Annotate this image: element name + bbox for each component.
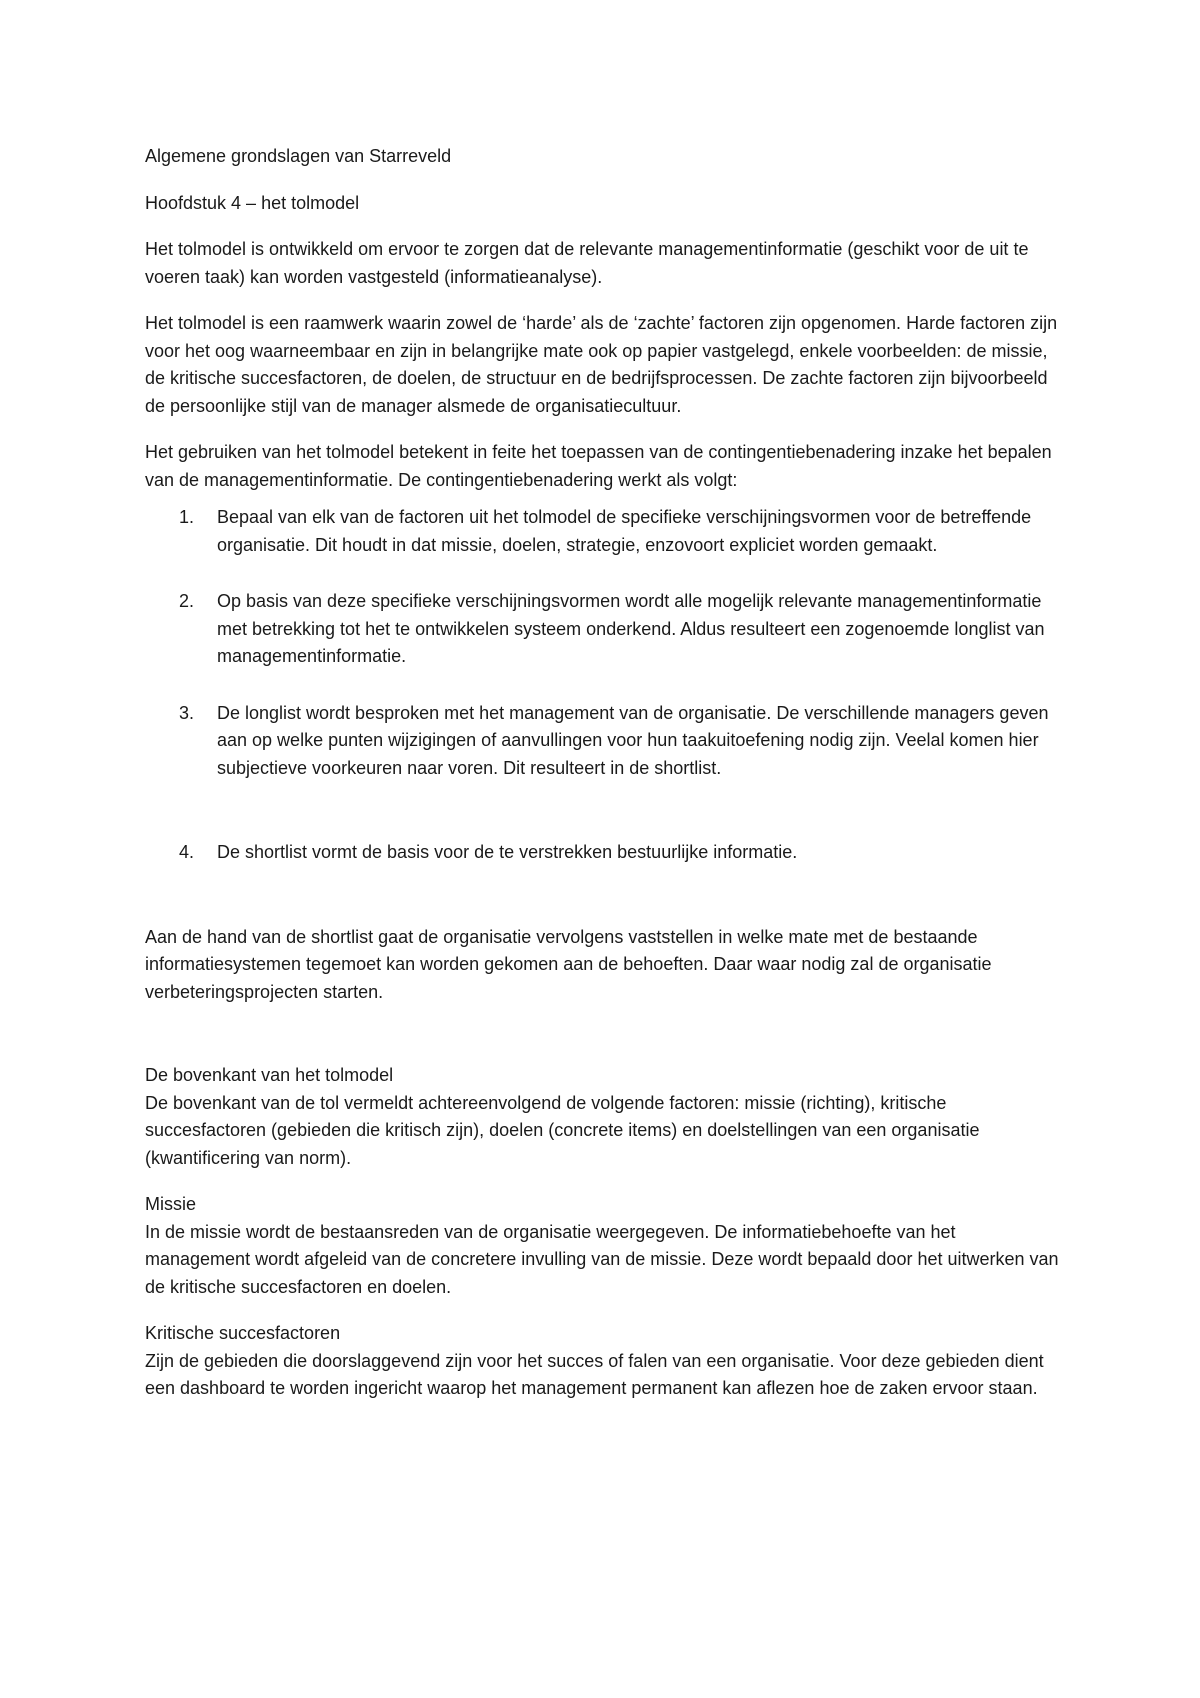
section-top-of-model	[145, 1062, 1065, 1172]
section-text: Zijn de gebieden die doorslaggevend zijn voor het succes of falen van een organisatie. Voor deze gebieden dient een dashboard te worden ingericht waarop het management permanent kan aflezen hoe de zaken ervoor staan.	[145, 1350, 1044, 1398]
paragraph-contingency: Het gebruiken van het tolmodel betekent in feite het toepassen van de contingentiebenadering inzake het bepalen van de managementinformatie. De contingentiebenadering werkt als volgt:	[145, 442, 1052, 490]
list-item	[145, 588, 1065, 671]
section-heading: Missie	[145, 1194, 197, 1214]
paragraph-intro: Het tolmodel is ontwikkeld om ervoor te zorgen dat de relevante managementinformatie (geschikt voor de uit te voeren taak) kan worden vastgesteld (informatieanalyse).	[145, 239, 1029, 287]
list-item	[145, 839, 1065, 867]
document-title: Algemene grondslagen van Starreveld	[145, 146, 452, 166]
list-number: 4.	[179, 842, 195, 862]
section-text: De bovenkant van de tol vermeldt achtereenvolgend de volgende factoren: missie (richting), kritische succesfactoren (gebieden die kritisch zijn), doelen (concrete items) en doelstellingen van een organisatie (kwantificering van norm).	[145, 1092, 980, 1168]
list-item	[145, 504, 1065, 559]
paragraph-shortlist: Aan de hand van de shortlist gaat de organisatie vervolgens vaststellen in welke mate met de bestaande informatiesystemen tegemoet kan worden gekomen aan de behoeften. Daar waar nodig zal de organisatie verbeteringsprojecten starten.	[145, 926, 992, 1002]
paragraph-factors: Het tolmodel is een raamwerk waarin zowel de ‘harde’ als de ‘zachte’ factoren zijn opgenomen. Harde factoren zijn voor het oog waarneembaar en zijn in belangrijke mate ook op papier vastgelegd, enkele voorbeelden: de missie, de kritische succesfactoren, de doelen, de structuur en de bedrijfsprocessen. De zachte factoren zijn bijvoorbeeld de persoonlijke stijl van de manager alsmede de organisatiecultuur.	[145, 313, 1058, 416]
section-heading: Kritische succesfactoren	[145, 1323, 341, 1343]
section-text: In de missie wordt de bestaansreden van de organisatie weergegeven. De informatiebehoefte van het management wordt afgeleid van de concretere invulling van de missie. Deze wordt bepaald door het uitwerken van de kritische succesfactoren en doelen.	[145, 1221, 1059, 1297]
numbered-list	[145, 504, 1065, 867]
list-number: 2.	[179, 591, 195, 611]
list-number: 1.	[179, 507, 195, 527]
list-item-text: Op basis van deze specifieke verschijningsvormen wordt alle mogelijk relevante managementinformatie met betrekking tot het te ontwikkelen systeem onderkend. Aldus resulteert een zogenoemde longlist van managementinformatie.	[217, 591, 1045, 666]
chapter-heading: Hoofdstuk 4 – het tolmodel	[145, 192, 360, 213]
section-heading: De bovenkant van het tolmodel	[145, 1065, 394, 1085]
list-item	[145, 700, 1065, 783]
section-critical-success-factors	[145, 1320, 1065, 1403]
list-item-text: Bepaal van elk van de factoren uit het tolmodel de specifieke verschijningsvormen voor de betreffende organisatie. Dit houdt in dat missie, doelen, strategie, enzovoort expliciet worden gemaakt.	[217, 507, 1032, 555]
document-body	[145, 143, 1065, 1422]
list-number: 3.	[179, 702, 195, 723]
section-mission	[145, 1191, 1065, 1301]
list-item-text: De shortlist vormt de basis voor de te verstrekken bestuurlijke informatie.	[217, 842, 798, 862]
list-item-text: De longlist wordt besproken met het management van de organisatie. De verschillende managers geven aan op welke punten wijzigingen of aanvullingen voor hun taakuitoefening nodig zijn. Veelal komen hier subjectieve voorkeuren naar voren. Dit resulteert in de shortlist.	[217, 702, 1049, 778]
